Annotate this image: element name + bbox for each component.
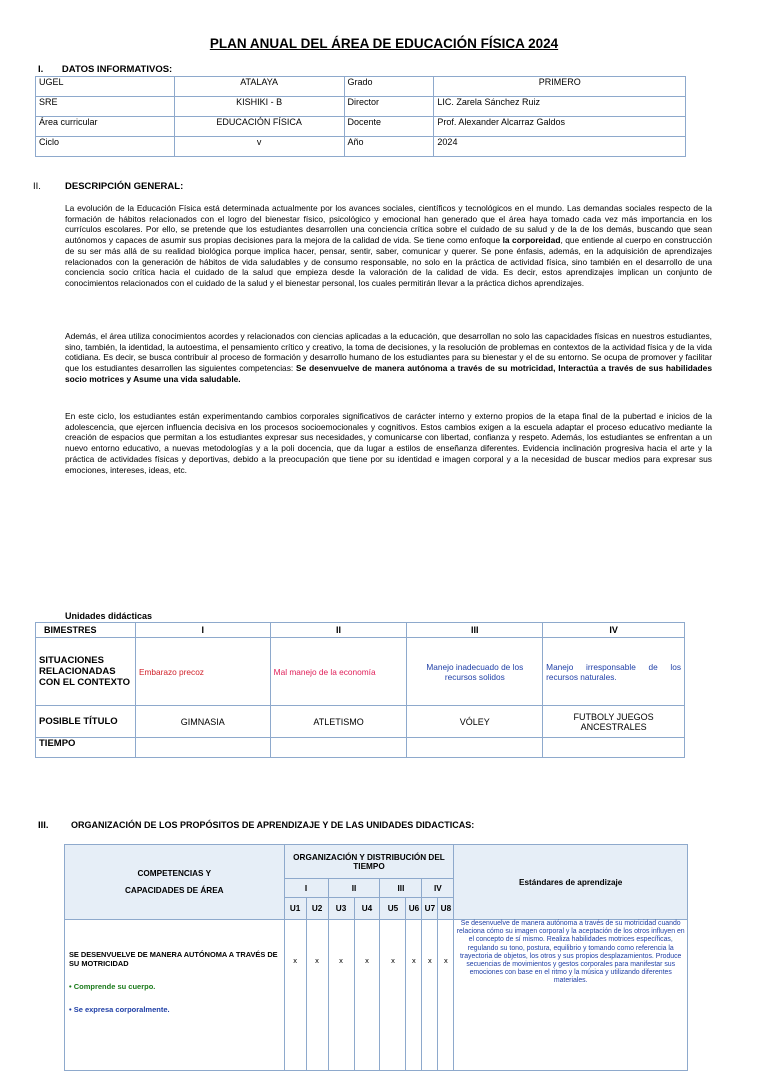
section-3-number: III. (38, 820, 49, 831)
info-label: Área curricular (36, 117, 175, 137)
units-header: II (270, 623, 407, 638)
info-row (36, 97, 686, 117)
info-row (36, 137, 686, 157)
unit-mark: x (284, 920, 306, 1071)
titulo-cell: GIMNASIA (135, 706, 270, 738)
competencias-header-line1: COMPETENCIAS Y (137, 869, 212, 878)
tiempo-row (36, 738, 685, 758)
info-value: EDUCACIÓN FÍSICA (174, 117, 344, 137)
units-header: III (407, 623, 543, 638)
info-row (36, 117, 686, 137)
info-label: Grado (344, 77, 434, 97)
bimestre-header: IV (422, 879, 454, 898)
unit-header: U7 (422, 898, 438, 920)
bimestre-header: III (380, 879, 422, 898)
paragraph-2-bold: Se desenvuelve de manera autónoma a través de su motricidad, Interactúa a través de sus habilidades socio motrices y Asume una vida saludable. (65, 363, 712, 384)
info-value: v (174, 137, 344, 157)
info-label: SRE (36, 97, 175, 117)
titulo-cell: ATLETISMO (270, 706, 407, 738)
competencias-header (65, 845, 285, 920)
info-label: UGEL (36, 77, 175, 97)
tiempo-cell (135, 738, 270, 758)
titulo-label: POSIBLE TÍTULO (36, 706, 136, 738)
unit-mark: x (438, 920, 454, 1071)
unit-mark: x (354, 920, 380, 1071)
unit-header: U8 (438, 898, 454, 920)
section-3-label: ORGANIZACIÓN DE LOS PROPÓSITOS DE APRENDIZAJE Y DE LAS UNIDADES DIDACTICAS: (71, 820, 475, 830)
titulo-cell: FUTBOLY JUEGOS ANCESTRALES (543, 706, 685, 738)
organization-table (64, 844, 688, 1071)
bimestre-header: I (284, 879, 328, 898)
estandar-cell: Se desenvuelve de manera autónoma a través de su motricidad cuando relaciona cómo su imagen corporal y la aceptación de los otros influyen en el concepto de sí mismo. Realiza habilidades motrices específicas, regulando su tono, postura, equilibrio y tomando como referencia la trayectoria de objetos, los otros y sus propios desplazamientos. Produce secuencias de movimientos y gestos corporales para manifestar sus emociones con base en el ritmo y la música y utilizando diferentes materiales. (454, 920, 688, 1071)
tiempo-label: TIEMPO (36, 738, 136, 758)
situacion-cell: Embarazo precoz (135, 638, 270, 706)
info-label: Año (344, 137, 434, 157)
situaciones-row (36, 638, 685, 706)
unit-header: U4 (354, 898, 380, 920)
unit-mark: x (380, 920, 406, 1071)
section-2-label: DESCRIPCIÓN GENERAL: (65, 181, 184, 192)
unit-mark: x (328, 920, 354, 1071)
bimestre-header: II (328, 879, 380, 898)
section-2-number: II. (33, 181, 41, 192)
competencia-row (65, 920, 688, 1071)
units-table (35, 622, 685, 758)
info-value: 2024 (434, 137, 686, 157)
unit-mark: x (306, 920, 328, 1071)
info-value: ATALAYA (174, 77, 344, 97)
units-caption: Unidades didácticas (65, 611, 153, 621)
units-header: BIMESTRES (36, 623, 136, 638)
unit-mark: x (422, 920, 438, 1071)
info-label: Director (344, 97, 434, 117)
situaciones-label: SITUACIONES RELACIONADAS CON EL CONTEXTO (36, 638, 136, 706)
competencias-header-line2: CAPACIDADES DE ÁREA (125, 886, 224, 895)
paragraph-2 (65, 331, 712, 385)
info-value: LIC. Zarela Sánchez Ruiz (434, 97, 686, 117)
section-1-heading (38, 64, 172, 75)
unit-header: U6 (406, 898, 422, 920)
estandares-header: Estándares de aprendizaje (454, 845, 688, 920)
competencia-cell (65, 920, 285, 1071)
situacion-cell: Mal manejo de la economía (270, 638, 407, 706)
capacidad-item: • Comprende su cuerpo. (69, 982, 156, 991)
info-label: Ciclo (36, 137, 175, 157)
tiempo-cell (270, 738, 407, 758)
distribucion-header: ORGANIZACIÓN Y DISTRIBUCIÓN DEL TIEMPO (284, 845, 454, 879)
units-header-row (36, 623, 685, 638)
info-label: Docente (344, 117, 434, 137)
paragraph-1-bold: la corporeidad (502, 235, 561, 246)
competencia-name: SE DESENVUELVE DE MANERA AUTÓNOMA A TRAVÉS DE SU MOTRICIDAD (69, 950, 278, 968)
tiempo-cell (407, 738, 543, 758)
tiempo-cell (543, 738, 685, 758)
paragraph-1-text-b: , que entiende al cuerpo en construcción de su ser más allá de su realidad biológica porque implica hacer, pensar, sentir, saber, comunicar y querer. Se pone énfasis, además, en la adquisición de aprendizajes relacionados con la generación de hábitos de vida saludables y de consumo responsable, no solo en la práctica de actividad física, sino también en el desarrollo de una conciencia socio crítica hacia el cuidado de la salud que empieza desde la valoración de la calidad de vida. Es decir, estos aprendizajes implican un conjunto de conocimientos relacionados con el cuidado de la salud y el bienestar personal, los cuales permitirán llevar a la práctica dichos aprendizajes. (65, 235, 712, 288)
info-value: Prof. Alexander Alcarraz Galdos (434, 117, 686, 137)
info-value: KISHIKI - B (174, 97, 344, 117)
unit-header: U2 (306, 898, 328, 920)
paragraph-3: En este ciclo, los estudiantes están experimentando cambios corporales significativos de carácter interno y externo propios de la etapa final de la pubertad e inicios de la adolescencia, que ejercen influencia decisiva en los procesos socioemocionales y cognitivos. Estos cambios exigen a la escuela adaptar el proceso educativo mediante la creación de espacios que permitan a los estudiantes expresar sus necesidades, y comunicarse con libertad, confianza y respeto. Además, los estudiantes se enfrentan a un nuevo entorno educativo, a nuevas metodologías y a la poli docencia, que da lugar a estilos de enseñanza diferentes. Evidencia inclinación progresiva hacia el arte y la práctica de actividades físicas y deportivas, debido a la preocupación que tiene por su identidad e imagen corporal y a la necesidad de buscar medios para expresar sus emociones, intereses, ideas, etc. (65, 411, 712, 475)
paragraph-2-text: Además, el área utiliza conocimientos acordes y relacionados con ciencias aplicadas a la educación, que desarrollan no solo las capacidades físicas en nuestros estudiantes, sino, también, la identidad, la autoestima, el pensamiento crítico y creativo, la toma de decisiones, y la resolución de problemas en contextos de la actividad física y de la vida cotidiana. Es decir, se busca contribuir al proceso de formación y desarrollo humano de los estudiantes para su bienestar y el de su entorno. Se ocupa de promover y facilitar que los estudiantes desarrollen las siguientes competencias: (65, 331, 712, 374)
info-table (35, 76, 686, 157)
units-header: IV (543, 623, 685, 638)
info-row (36, 77, 686, 97)
org-header-row (65, 845, 688, 879)
paragraph-1-text-a: La evolución de la Educación Física está determinada actualmente por los avances sociales, científicos y tecnológicos en el mundo. Las demandas sociales respecto de la formación de hábitos relacionados con el logro del bienestar físico, psicológico y emocional han generado que el área haya tomado cada vez más importancia en los currículos escolares. Por ello, se pretende que los estudiantes desarrollen una conciencia crítica sobre el cuidado de su salud y de la de los demás, buscando que sean autónomos y capaces de asumir sus propias decisiones para la mejora de la calidad de vida. Se tiene como enfoque (65, 203, 712, 246)
titulo-row (36, 706, 685, 738)
unit-header: U1 (284, 898, 306, 920)
document-title: PLAN ANUAL DEL ÁREA DE EDUCACIÓN FÍSICA 2024 (209, 36, 559, 51)
unit-header: U5 (380, 898, 406, 920)
units-header: I (135, 623, 270, 638)
section-1-number: I. (38, 64, 44, 75)
situacion-cell: Manejo inadecuado de los recursos solidos (407, 638, 543, 706)
paragraph-1 (65, 203, 712, 289)
section-1-label: DATOS INFORMATIVOS: (61, 64, 173, 75)
situacion-cell: Manejo irresponsable de los recursos naturales. (543, 638, 685, 706)
titulo-cell: VÓLEY (407, 706, 543, 738)
capacidad-item: • Se expresa corporalmente. (69, 1005, 170, 1014)
unit-mark: x (406, 920, 422, 1071)
unit-header: U3 (328, 898, 354, 920)
info-value: PRIMERO (434, 77, 686, 97)
